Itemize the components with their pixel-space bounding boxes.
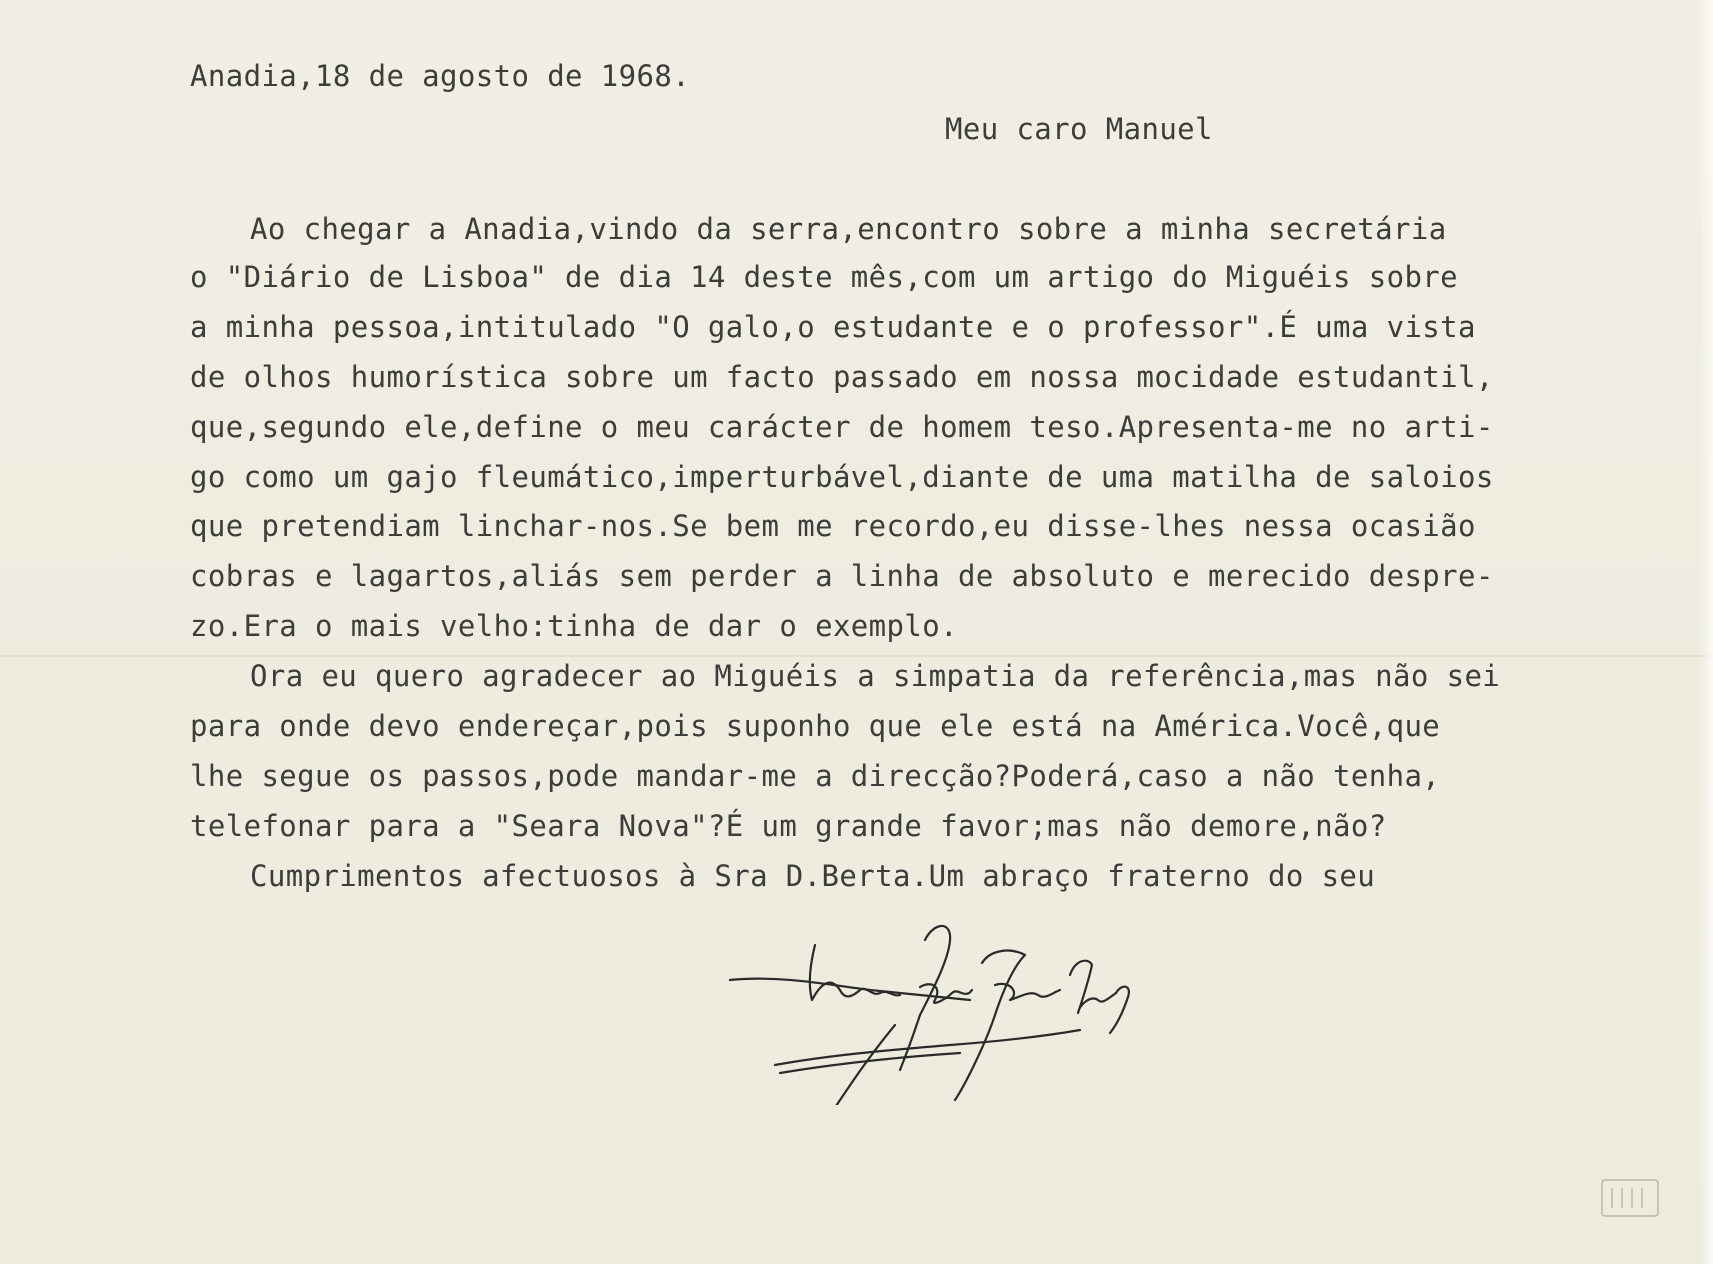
body-line: Ao chegar a Anadia,vindo da serra,encontro sobre a minha secretária <box>250 212 1447 246</box>
body-line: Ora eu quero agradecer ao Miguéis a simpatia da referência,mas não sei <box>250 659 1501 693</box>
handwritten-signature <box>720 905 1170 1105</box>
body-line: cobras e lagartos,aliás sem perder a linha de absoluto e merecido despre- <box>190 559 1494 593</box>
body-line: Cumprimentos afectuosos à Sra D.Berta.Um abraço fraterno do seu <box>250 859 1376 893</box>
body-line: go como um gajo fleumático,imperturbável,diante de uma matilha de saloios <box>190 460 1494 494</box>
body-line: o "Diário de Lisboa" de dia 14 deste mês,com um artigo do Miguéis sobre <box>190 260 1459 294</box>
body-line: de olhos humorística sobre um facto passado em nossa mocidade estudantil, <box>190 360 1494 394</box>
date-line: Anadia,18 de agosto de 1968. <box>190 59 691 93</box>
body-line: telefonar para a "Seara Nova"?É um grande favor;mas não demore,não? <box>190 809 1387 843</box>
body-line: que pretendiam linchar-nos.Se bem me recordo,eu disse-lhes nessa ocasião <box>190 509 1476 543</box>
body-line: lhe segue os passos,pode mandar-me a direcção?Poderá,caso a não tenha, <box>190 759 1441 793</box>
archive-stamp <box>1600 1178 1660 1218</box>
body-line: a minha pessoa,intitulado "O galo,o estudante e o professor".É uma vista <box>190 310 1476 344</box>
body-line: para onde devo endereçar,pois suponho que ele está na América.Você,que <box>190 709 1441 743</box>
paper-fold-crease <box>0 655 1713 657</box>
salutation: Meu caro Manuel <box>945 112 1213 146</box>
body-line: que,segundo ele,define o meu carácter de homem teso.Apresenta-me no arti- <box>190 410 1494 444</box>
body-line: zo.Era o mais velho:tinha de dar o exemplo. <box>190 609 958 643</box>
paper-edge <box>1699 0 1713 1264</box>
